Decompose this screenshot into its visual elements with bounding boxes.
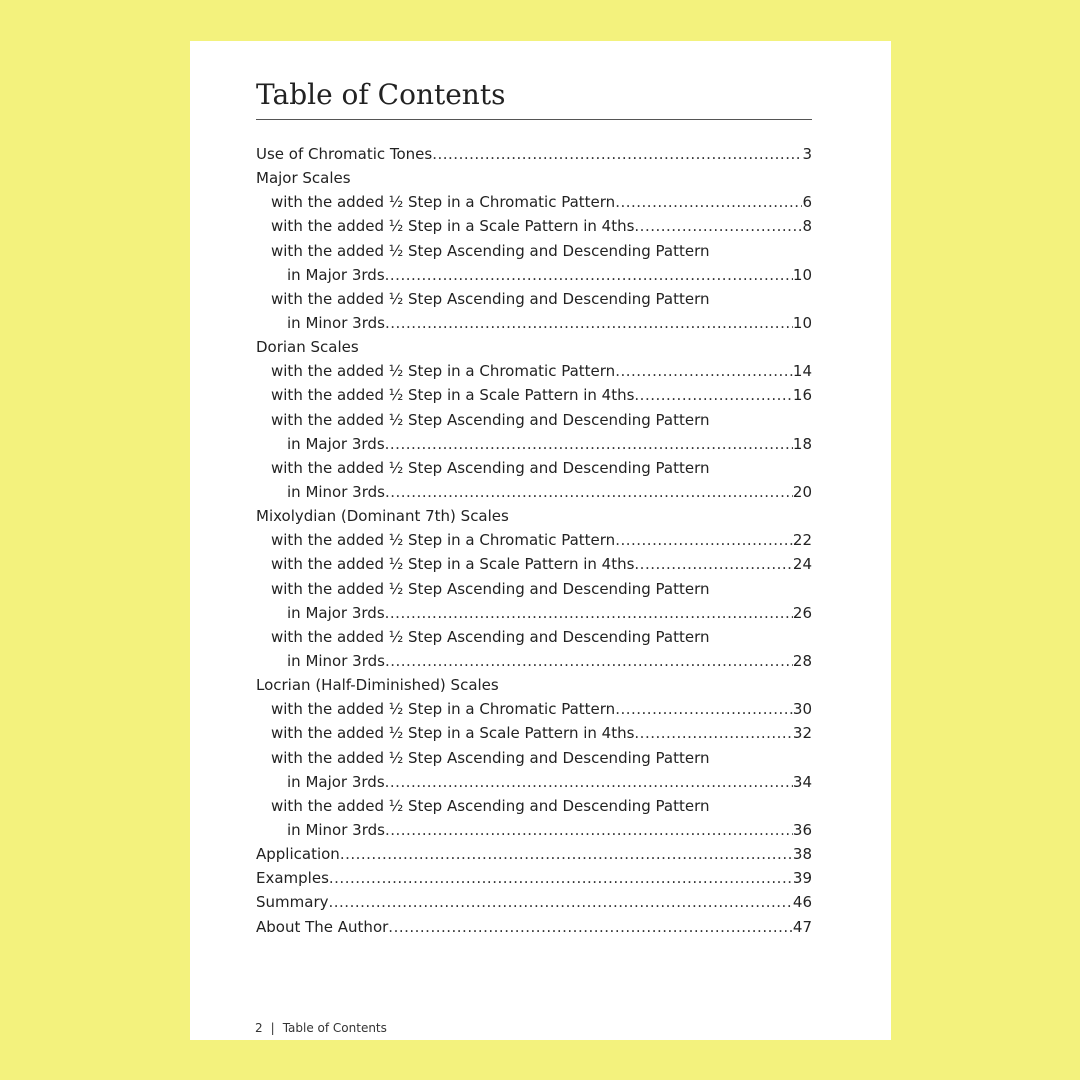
toc-section-entry[interactable] bbox=[256, 842, 812, 866]
toc-dot-leader bbox=[634, 721, 793, 745]
toc-entry-label: with the added ½ Step in a Chromatic Pattern bbox=[271, 193, 616, 212]
toc-dot-leader bbox=[615, 359, 793, 383]
toc-entry-label: with the added ½ Step Ascending and Descending Pattern bbox=[271, 458, 710, 477]
toc-entry-label: with the added ½ Step Ascending and Descending Pattern bbox=[271, 241, 710, 260]
toc-page-number: 26 bbox=[792, 603, 812, 622]
toc-page-number: 3 bbox=[802, 145, 812, 163]
toc-page-number: 8 bbox=[802, 217, 812, 236]
toc-entry-label: in Major 3rds bbox=[287, 603, 385, 622]
toc-entry-label: Major Scales bbox=[256, 169, 351, 188]
toc-subentry[interactable] bbox=[256, 359, 812, 383]
toc-entry-label: in Minor 3rds bbox=[287, 820, 385, 839]
toc-subentry[interactable] bbox=[256, 649, 812, 673]
toc-section-entry[interactable] bbox=[256, 866, 812, 890]
toc-subentry[interactable] bbox=[256, 190, 812, 214]
toc-entry-label: with the added ½ Step Ascending and Descending Pattern bbox=[271, 289, 710, 308]
toc-dot-leader bbox=[385, 480, 793, 504]
toc-dot-leader bbox=[329, 890, 793, 914]
toc-entry-label: with the added ½ Step in a Scale Pattern in 4ths bbox=[271, 217, 635, 236]
toc-entry-label: with the added ½ Step in a Scale Pattern in 4ths bbox=[271, 555, 635, 574]
page-footer bbox=[255, 1020, 387, 1036]
toc-entry-label: in Minor 3rds bbox=[287, 482, 385, 501]
toc-entry-label: Examples bbox=[256, 869, 329, 888]
footer-separator: | bbox=[270, 1021, 275, 1035]
table-of-contents bbox=[256, 142, 812, 939]
toc-section-entry[interactable] bbox=[256, 335, 812, 359]
toc-entry-label: with the added ½ Step in a Chromatic Pattern bbox=[271, 362, 616, 381]
toc-entry-label: Use of Chromatic Tones bbox=[256, 145, 433, 163]
toc-page-number: 34 bbox=[792, 772, 812, 791]
toc-page-number: 38 bbox=[792, 845, 812, 864]
toc-dot-leader bbox=[340, 842, 793, 866]
toc-page-number: 10 bbox=[792, 313, 812, 332]
toc-dot-leader bbox=[634, 383, 793, 407]
toc-page-number: 32 bbox=[792, 724, 812, 743]
toc-page-number: 28 bbox=[792, 651, 812, 670]
toc-section-entry[interactable] bbox=[256, 142, 812, 166]
toc-page-number: 16 bbox=[792, 386, 812, 405]
toc-dot-leader bbox=[385, 311, 793, 335]
toc-subentry[interactable] bbox=[256, 311, 812, 335]
toc-subentry[interactable] bbox=[256, 697, 812, 721]
toc-subentry[interactable] bbox=[256, 721, 812, 745]
toc-entry-label: with the added ½ Step in a Scale Pattern in 4ths bbox=[271, 724, 635, 743]
toc-page-number: 20 bbox=[792, 482, 812, 501]
toc-subentry[interactable] bbox=[256, 287, 812, 311]
toc-entry-label: Locrian (Half-Diminished) Scales bbox=[256, 676, 499, 695]
toc-page-number: 47 bbox=[792, 917, 812, 936]
toc-page-number: 22 bbox=[792, 531, 812, 550]
toc-subentry[interactable] bbox=[256, 746, 812, 770]
toc-section-entry[interactable] bbox=[256, 915, 812, 939]
toc-dot-leader bbox=[615, 190, 802, 214]
toc-subentry[interactable] bbox=[256, 818, 812, 842]
toc-dot-leader bbox=[385, 263, 793, 287]
toc-dot-leader bbox=[385, 601, 793, 625]
toc-dot-leader bbox=[634, 552, 793, 576]
toc-dot-leader bbox=[385, 649, 793, 673]
toc-subentry[interactable] bbox=[256, 625, 812, 649]
toc-dot-leader bbox=[388, 915, 793, 939]
toc-dot-leader bbox=[615, 528, 793, 552]
toc-page-number: 39 bbox=[792, 869, 812, 888]
toc-entry-label: in Major 3rds bbox=[287, 772, 385, 791]
toc-page-number: 10 bbox=[792, 265, 812, 284]
toc-entry-label: in Major 3rds bbox=[287, 265, 385, 284]
toc-page-number: 18 bbox=[792, 434, 812, 453]
toc-section-entry[interactable] bbox=[256, 673, 812, 697]
toc-section-entry[interactable] bbox=[256, 504, 812, 528]
toc-dot-leader bbox=[385, 818, 793, 842]
toc-subentry[interactable] bbox=[256, 577, 812, 601]
toc-entry-label: Mixolydian (Dominant 7th) Scales bbox=[256, 507, 509, 526]
toc-entry-label: with the added ½ Step in a Scale Pattern in 4ths bbox=[271, 386, 635, 405]
toc-section-entry[interactable] bbox=[256, 166, 812, 190]
toc-page-number: 24 bbox=[792, 555, 812, 574]
toc-entry-label: in Minor 3rds bbox=[287, 651, 385, 670]
toc-subentry[interactable] bbox=[256, 528, 812, 552]
toc-entry-label: with the added ½ Step Ascending and Descending Pattern bbox=[271, 579, 710, 598]
toc-subentry[interactable] bbox=[256, 552, 812, 576]
toc-dot-leader bbox=[634, 214, 802, 238]
footer-section-title: Table of Contents bbox=[282, 1021, 387, 1035]
toc-subentry[interactable] bbox=[256, 480, 812, 504]
toc-subentry[interactable] bbox=[256, 770, 812, 794]
toc-dot-leader bbox=[385, 432, 793, 456]
toc-page-number: 6 bbox=[802, 193, 812, 212]
toc-dot-leader bbox=[329, 866, 793, 890]
footer-page-number: 2 bbox=[255, 1021, 263, 1035]
toc-page-number: 14 bbox=[792, 362, 812, 381]
toc-entry-label: with the added ½ Step Ascending and Descending Pattern bbox=[271, 410, 710, 429]
toc-entry-label: with the added ½ Step in a Chromatic Pattern bbox=[271, 700, 616, 719]
toc-entry-label: in Minor 3rds bbox=[287, 313, 385, 332]
toc-subentry[interactable] bbox=[256, 456, 812, 480]
toc-subentry[interactable] bbox=[256, 214, 812, 238]
title-rule bbox=[256, 119, 812, 120]
toc-subentry[interactable] bbox=[256, 794, 812, 818]
document-page bbox=[190, 41, 891, 1040]
toc-subentry[interactable] bbox=[256, 263, 812, 287]
toc-entry-label: Application bbox=[256, 845, 340, 864]
toc-entry-label: with the added ½ Step Ascending and Descending Pattern bbox=[271, 627, 710, 646]
toc-dot-leader bbox=[615, 697, 793, 721]
toc-subentry[interactable] bbox=[256, 432, 812, 456]
toc-entry-label: with the added ½ Step Ascending and Descending Pattern bbox=[271, 796, 710, 815]
toc-entry-label: About The Author bbox=[256, 917, 389, 936]
toc-page-number: 36 bbox=[792, 820, 812, 839]
toc-entry-label: Dorian Scales bbox=[256, 338, 359, 357]
toc-section-entry[interactable] bbox=[256, 890, 812, 914]
toc-entry-label: with the added ½ Step in a Chromatic Pattern bbox=[271, 531, 616, 550]
toc-entry-label: in Major 3rds bbox=[287, 434, 385, 453]
toc-entry-label: Summary bbox=[256, 893, 329, 912]
toc-subentry[interactable] bbox=[256, 383, 812, 407]
toc-subentry[interactable] bbox=[256, 601, 812, 625]
toc-subentry[interactable] bbox=[256, 408, 812, 432]
toc-entry-label: with the added ½ Step Ascending and Descending Pattern bbox=[271, 748, 710, 767]
toc-page-number: 30 bbox=[792, 700, 812, 719]
page-title: Table of Contents bbox=[256, 78, 506, 111]
toc-dot-leader bbox=[432, 142, 802, 166]
toc-page-number: 46 bbox=[792, 893, 812, 912]
toc-dot-leader bbox=[385, 770, 793, 794]
toc-subentry[interactable] bbox=[256, 239, 812, 263]
